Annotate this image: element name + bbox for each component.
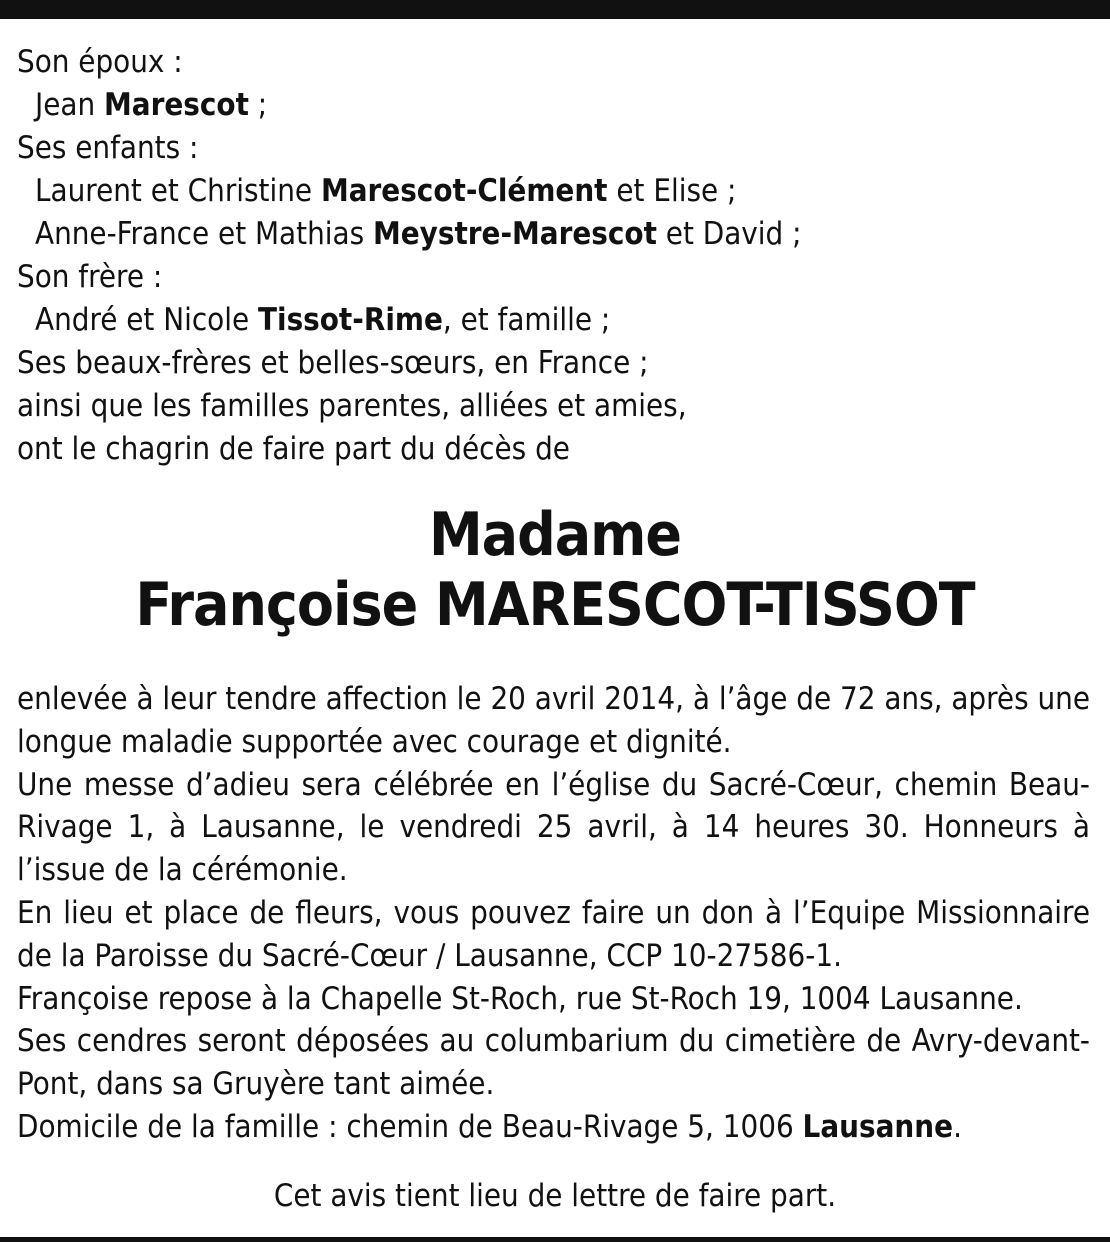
surname: Meystre-Marescot [372,216,657,252]
surname: Tissot-Rime [257,302,443,338]
announcement-line: ont le chagrin de faire part du décès de [17,431,570,467]
brother-heading: Son frère : [17,259,163,295]
domicile-paragraph: Domicile de la famille : chemin de Beau-Rivage 5, 1006 Lausanne. [17,1108,962,1145]
donation-paragraph: En lieu et place de fleurs, vous pouvez faire un don à l’Equipe Missionnaire de la Paroisse du Sacré-Cœur / Lausanne, CCP 10-27586-1. [17,894,1090,974]
bottom-rule [0,1237,1110,1242]
brother-line: André et Nicole Tissot-Rime, et famille ; [35,302,611,338]
surname: Marescot [104,87,249,123]
announcement-body [17,678,1090,1149]
surname: Marescot-Clément [320,173,608,209]
deceased-name-block [0,500,1110,640]
chapel-paragraph: Françoise repose à la Chapelle St-Roch, rue St-Roch 19, 1004 Lausanne. [17,980,1023,1017]
child-line: Laurent et Christine Marescot-Clément et Elise ; [35,173,737,209]
mass-paragraph: Une messe d’adieu sera célébrée en l’église du Sacré-Cœur, chemin Beau-Rivage 1, à Lausanne, le vendredi 25 avril, à 14 heures 30. Honneurs à l’issue de la cérémonie. [17,766,1090,889]
spouse-heading: Son époux : [17,44,183,80]
family-list [17,41,1092,471]
passing-paragraph: enlevée à leur tendre affection le 20 avril 2014, à l’âge de 72 ans, après une longue maladie supportée avec courage et dignité. [17,681,1090,760]
city: Lausanne [802,1108,954,1145]
deceased-title: Madame [428,500,682,570]
top-rule [0,0,1110,19]
closing-note: Cet avis tient lieu de lettre de faire part. [273,1178,837,1214]
relatives-line: ainsi que les familles parentes, alliées et amies, [17,388,687,424]
spouse-line: Jean Marescot ; [35,87,268,123]
ashes-paragraph: Ses cendres seront déposées au columbarium du cimetière de Avry-devant-Pont, dans sa Gruyère tant aimée. [17,1023,1090,1103]
in-laws-line: Ses beaux-frères et belles-sœurs, en France ; [17,345,649,381]
child-line: Anne-France et Mathias Meystre-Marescot et David ; [35,216,802,252]
children-heading: Ses enfants : [17,130,199,166]
deceased-name: Françoise MARESCOT-TISSOT [135,570,975,640]
